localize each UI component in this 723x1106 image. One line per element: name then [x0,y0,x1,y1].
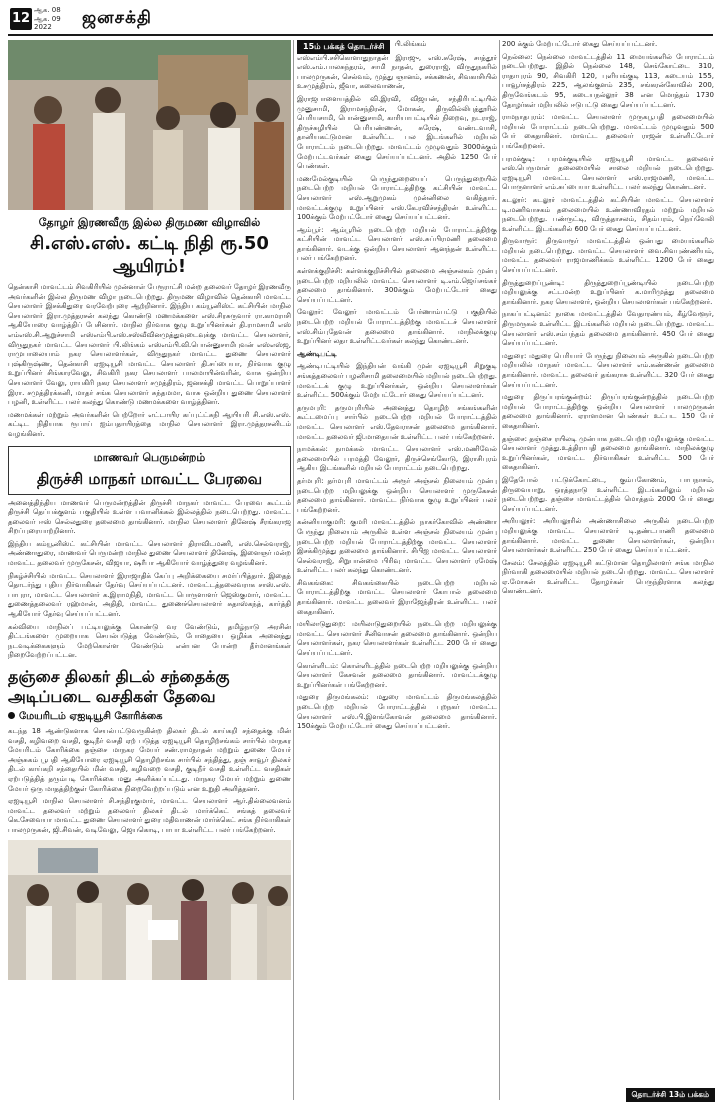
story-paragraph: நிகழ்ச்சியில் மாவட்ட செயலாளர் இராஜாதிக் கேப்பு அறிக்கையை சமர்ப்பித்தார். இதைத் தொடர்ந்து புதிய நிர்வாகிகள் தேர்வு செய்யப்பட்டனர். மாவட்டத்தலைவராக சாஸ்.எஸ். பாபுரா, மாவட்ட செயலாளர் க.இராமநிதி, மாவட்ட பொருளாளர் ஜெஸ்குமார், மாவட்ட துணைத்தலைவர் ரஹ்மான், அதிதி, மாவட்ட துணைச்செயலாளர் சுதாஸ்கந்த், கார்த்தி ஆகியோர் தேர்வு செய்யப்பட்டனர். [8,571,291,619]
headline: தஞ்சை திலகர் திடல் சந்தைக்கு அடிப்படை வசதிகள் தேவை [8,667,230,706]
story-paragraph: கடந்த 18 ஆண்டுகளாக செயல்பட்டுவருகின்ற திலகர் திடல் காய்கறி சந்தைக்கு மின் வசதி, கழிவறை வசதி, குடிநீர் வசதி ஏற் படுத்த ஏஐடியூசி தொழிற்சங்கம் சார்பில் மாநகர மேயரிடம் கோரிக்கை தஞ்சை மாநகர மேயர் சண்.ராமநாதன் மற்றும் துணை மேயர் அஞ்சுகம் பூபதி ஆகியோரை ஏஐடியூசி தொழிற்சங்க சார்பில் சந்தித்து, தஞ் சாவூர் திலகர் திடல் காய்கறி சந்தையில் மின் வசதி, கழிவறை வசதி, குடிநீர் வசதி உள்ளிட்ட வசதிகள் ஏற்படுத்தித் தரும்படி கோரிக்கை மனு அளிக்கப்பட்டது. மாநகர மேயர் மற்றும் துணை மேயர் ஒரு மாதத்திற்குள் கோரிக்கை நிறைவேற்றப்படும் என உறுதி அளித்தனர். [8,727,291,793]
caption-headline: சி.எஸ்.எஸ். கட்டி நிதி ரூ.50 ஆயிரம்! [30,233,269,277]
story-paragraph: கடலூர்: கடலூர் மாவட்டத்தில் கட்சியின் மாவட்ட செயலாளர் டி.மணிவாசகம் தலைமையில் உண்ணாவிரதம் மற்றும் மறியல் நடைபெற்றது. பண்ருட்டி, விருத்தாசலம், சிதம்பரம், நெய்வேலி உள்ளிட்ட இடங்களில் 600 பேர் கைது செய்யப்பட்டனர். [502,195,714,233]
wedding-photo [8,40,291,210]
column-right [502,40,714,1090]
continuation-tag: 15ம் பக்கத் தொடர்ச்சி [297,40,390,54]
page-number: 12 [10,8,32,30]
headline: திருச்சி மாநகர் மாவட்ட பேரவை [36,469,263,488]
story-paragraph: தஞ்சை: தஞ்சை ரயிலடி முன்பாக நடைபெற்ற மறியலுக்கு மாவட்ட செயலாளர் முத்து.உத்திராபதி தலைமை தாங்கினார். மாநிலக்குழு உறுப்பினர்கள், மாவட்ட நிர்வாகிகள் உள்ளிட்ட 500 பேர் கைதாகினர். [502,434,714,472]
story-paragraph: சிவகங்கை: சிவகங்கையில் நடைபெற்ற மறியல் போராட்டத்திற்கு மாவட்ட செயலாளர் கோபால் தலைமை தாங்கினார். மாவட்ட தலைவர் இராஜேந்திரன் உள்ளிட்ட பலர் கைதாகினர். [297,578,497,616]
story-paragraph: மதுரை திருமங்கலம்: மதுரை மாவட்டம் திருமங்கலத்தில் நடைபெற்ற மறியல் போராட்டத்தில் புறநகர் மாவட்ட செயலாளர் எஸ்.பி.இளங்கோவன் தலைமை தாங்கினார். 150க்கும் மேற்பட்டோர் கைது செய்யப்பட்டனர். [297,693,497,731]
story-paragraph: மணமேல்குடியில் பெருந்துறையைப் பெருந்துறையில் நடைபெற்ற மறியல் போராட்டத்திற்கு கட்சியின் மாவட்ட செயலாளர் எஸ்.ஆறுமுகம் முன்னிலை வகித்தார். மாவட்டக்குழு உறுப்பினர் எஸ்.கே.ரவிச்சந்திரன் உள்ளிட்ட 100க்கும் மேற்பட்டோர் கைது செய்யப்பட்டனர். [297,174,497,222]
section-label: ஆண்டிபட்டி [297,349,337,358]
masthead [0,0,723,36]
story-paragraph: பரமக்குடி: பரமக்குடியில் ஏஐடியூசி மாவட்ட தலைவர் எஸ்.பெருமாள் தலைமையில் சாலை மறியல் நடைபெற்றது. ஏஐடியூசி மாவட்ட செயலாளர் எஸ்.ராஜமணி, மாவட்ட பொருளாளர் எம்.சுப்பையா உள்ளிட்ட பலர் கலந்து கொண்டனர். [502,154,714,192]
story-paragraph: மயிலாடுதுறை: மயிலாடுதுறையில் நடைபெற்ற மறியலுக்கு மாவட்ட செயலாளர் சீனிவாசன் தலைமை தாங்கினார். ஒன்றிய செயலாளர்கள், நகர செயலாளர்கள் உள்ளிட்ட 200 பேர் கைது செய்யப்பட்டனர். [297,620,497,658]
story-paragraph: ஆண்டிபட்டியில் இந்தியன் வங்கி முன் ஏஐடியூசி சிறுகுடி சங்கத்தலைவர் பழனிசாமி தலைமையில் மறியல் நடைபெற்றது. மாவட்டக் குழு உறுப்பினர்கள், ஒன்றிய செயலாளர்கள் உள்ளிட்ட 500க்கும் மேற்பட்டோர் கைது செய்யப்பட்டனர். [297,362,497,400]
story-paragraph: கன்னியாகுமரி: குமரி மாவட்டத்தில் நாகர்கோவில் அண்ணா பேருந்து நிலையம் அருகில் உள்ள அஞ்சல் நிலையம் முன்பு நடைபெற்ற மறியல் போராட்டத்திற்கு மாவட்ட செயலாளர் இசக்கிமுத்து தலைமை தாங்கினார். சிபிஐ மாவட்ட செயலாளர் செல்வராஜ், சிறுபான்மை பிரிவு மாவட்ட செயலாளர் ரமேஷ் உள்ளிட்ட பலர் கலந்து கொண்டனர். [297,518,497,575]
story-paragraph: 200 க்கும் மேற்பட்டோர் கைது செய்யப்பட்டனர். [502,40,658,48]
story-paragraph: நாகப்பட்டினம்: நாகை மாவட்டத்தில் வேதாரண்யம், கீழ்வேளூர், திருமருகல் உள்ளிட்ட இடங்களில் மறியல் நடைபெற்றது. மாவட்ட செயலாளர் எஸ்.சம்பந்தம் தலைமை தாங்கினார். 450 பேர் கைது செய்யப்பட்டனர். [502,310,714,348]
story-paragraph: இதேபோல் பட்டுக்கோட்டை, கும்பகோணம், பாபநாசம், திருவையாறு, ஒரத்தநாடு உள்ளிட்ட இடங்களிலும் மறியல் நடைபெற்றது. தஞ்சை மாவட்டத்தில் மொத்தம் 2000 பேர் கைது செய்யப்பட்டனர். [502,475,714,513]
issue-date [34,6,61,32]
story-paragraph: வேலூர்: வேலூர் மாவட்டம் பேர்ணாம்பட்டு பகுதியில் நடைபெற்ற மறியல் போராட்டத்திற்கு மாவட்டச் செயலாளர் எஸ்.சிம்புதேவன் தலைமை தாங்கினார். மாநிலக்குழு உறுப்பினர் லதா உள்ளிட்டவர்கள் கலந்து கொண்டனர். [297,308,497,346]
story-paragraph: நாமக்கல்: நாமக்கல் மாவட்ட செயலாளர் எஸ்.மணிவேல் தலைமையில் பரமத்தி வேலூர், திருச்செங்கோடு, இராசிபுரம் ஆகிய இடங்களில் மறியல் போராட்டம் நடைபெற்றது. [297,445,497,473]
story-headline-box [8,446,291,495]
paper-name: ஜனசக்தி [82,8,152,28]
column-left [8,40,291,1100]
date-line: ஆக. 08 [34,6,61,14]
story-paragraph: தென்காசி மாவட்டம் சிவகிரியில் முன்னாள் பேரூராட்சி மன்ற தலைவர் தோழர் இரணவீரு அவர்களின் இல்ல திருமண விழா நடைபெற்றது. திருமண விழாவில் தென்காசி மாவட்ட செயலாளர் இசக்கிதுரை வரவேற்புரை ஆற்றினார். இந்திய கம்யூனிஸ்ட் கட்சியின் மாநில செயலாளர் இரா.முத்தரசன் கலந்து கொண்டு மணமக்களை எஸ்.சிரசுருவார் ரா.காமராசி ஆகியோரை வாழ்த்திப் பேசினார். மாநில நிர்வாக குழு உறுப்பினர்கள் தி.ராமசாமி எஸ் எம்எஸ்.சி.ஆறுச்சாமி எஸ்எம்பி.எஸ்.சஸ்வீவினமுத்துவுடைவுக்கு மாவட்ட செயலாளர், விருதுநகர் மாவட்ட செயலாளர் பி.லிங்கம் எஸ்எம்பி.வி.பொன்னுசாமிபுவன் எஸ்எஸ்ஜ, ராமுபாலையாம் நகர செயலாளர்கள், விருதுநகர் மாவட்ட துணை செயலாளர் புஷ்கிருஷ்ண, தென்காசி ஏஐடியூசி மாவட்ட செயலாளர் தி.சப்பையா, நிர்வாக குழு உறுப்பினர் சிங்காரவேலு, சிவகிரி நகர செயலாளர் பாலமாயின்வரின், வாசு ஒன்றிய செயலாளர் வேலு, ராயகிரி நகர செயலாளர் சமுத்திரம், ஜனசக்தி மாவட்ட பொறுப்பாளர் இரா. சமுத்திரக்கனி, மாதர் சங்க செயலாளர் சுந்தமமா, வாசு ஒன்றிய துணை செயலாளர் பழனி, உள்ளிட்ட பலர் கலந்து கொண்டு மணமக்களை வாழ்த்தினர். [8,283,291,407]
story-paragraph: கொள்ளிடம்: கொள்ளிடத்தில் நடைபெற்ற மறியலுக்கு ஒன்றிய செயலாளர் கேசவன் தலைமை தாங்கினார். மாவட்டக்குழு உறுப்பினர்கள் பங்கேற்றனர். [297,661,497,689]
subheadline-text: மேயரிடம் ஏஐடியூசி கோரிக்கை [19,711,163,722]
bullet-icon [8,712,15,719]
masthead-rule [8,34,713,36]
date-line: 2022 [34,23,52,31]
story-paragraph: அரியலூர்: அரியலூரில் அண்ணாசிலை அருகில் நடைபெற்ற மறியலுக்கு மாவட்ட செயலாளர் டி.தண்டபாணி தலைமை தாங்கினார். மாவட்ட துணை செயலாளர்கள், ஒன்றிய செயலாளர்கள் உள்ளிட்ட 250 பேர் கைது செய்யப்பட்டனர். [502,517,714,555]
story-paragraph: மதுரை திருப்பரங்குன்றம்: திருப்பரங்குன்றத்தில் நடைபெற்ற மறியல் போராட்டத்திற்கு ஒன்றிய செயலாளர் பாலமுருகன் தலைமை தாங்கினார். ஏராளமான பெண்கள் உட்பட 150 பேர் கைதாகினர். [502,393,714,430]
story-paragraph: மணமக்கள் மற்றும் அவர்களின் பெற்றோர் எட்டாயிர கப்புட்ட்சுநி ஆயியரி சி.எஸ்.எஸ். கட்டிட நிதியாக ரூபாய் ஐம்பதாயிரத்தை மாநில செயலாளர் இரா.முத்தரசனிடம் வழங்கினர். [8,410,291,438]
story-paragraph: ராமநாதபுரம்: மாவட்ட செயலாளர் முருகபூபதி தலைமையில் மறியல் போராட்டம் நடைபெற்றது. மாவட்டம் முழுவதும் 500 பேர் கைதாகினர். மாவட்ட தலைவர் ராஜன் உள்ளிட்டோர் பங்கேற்றனர். [502,113,714,150]
column-middle [297,40,497,1090]
story-paragraph: அனைத்திந்திய மாணவர் பெருமன்றத்தின் திருச்சி மாநகர் மாவட்ட பேரவை கூட்டம் திருச்சி தெப்பக்குளம் பகுதியில் உள்ள பவானிக்கல் இல்லத்தில் நடைபெற்றது. மாவட்ட தலைவர் ஈஸ் செல்லதுரை தலைமை தாங்கினார். மாநில செயலாளர் தினேஷ் சீரங்கராஜ சிறப்புரையாற்றினார். [8,498,291,536]
column-divider [293,40,294,1100]
caption-small: தோழர் இரணவீரு இல்ல திருமண விழாவில் [38,216,261,229]
memorandum-photo [8,840,291,980]
column-divider [499,40,500,1100]
story-paragraph: திருத்துறைப்பூண்டி: திருத்துறைப்பூண்டியில் நடைபெற்ற மறியலுக்கு சட்டமன்ற உறுப்பினர் க.மாரிமுத்து தலைமை தாங்கினார். நகர செயலாளர், ஒன்றிய செயலாளர்கள் பங்கேற்றனர். [502,278,714,306]
continued-on-tag: தொடர்ச்சி 13ம் பக்கம் [626,1088,715,1102]
date-line: ஆக. 09 [34,14,61,23]
story-paragraph: இராஜபாளையத்தில் வி.இரவி, விஜயன், சந்திரிபட்டியில் முனுசாமி, இராமசந்திரன், மோகன், திருவில்லிபுத்தூரில் பெரியசாமி, பொன்னுசாமி, காரியாபட்டியில் நிறைவு, நடராஜ், திருச்சுழியில் பெரியண்ணன், சுரேஷ், வ‌ண்டவாசி, தானியகட்டுமான உள்ளிட்ட பல இடங்களில் மறியல் போராட்டம் நடைபெற்றது. மாவட்டம் முழுவதும் 3000க்கும் மேற்பட்டவர்கள் கைது செய்யப்பட்டனர். அதில் 1250 பேர் பெண்கள். [297,94,497,171]
story-paragraph: மதுரை: மதுரை பெரியார் பேருந்து நிலையம் அருகில் நடைபெற்ற மறியலில் மாநகர் மாவட்ட செயலாளர் எம்.கண்ணன் தலைமை தாங்கினார். மாவட்ட தலைவர் தங்கராசு உள்ளிட்ட 320 பேர் கைது செய்யப்பட்டனர். [502,351,714,389]
story-paragraph: ஆம்பூர்: ஆம்பூரில் நடைபெற்ற மறியல் போராட்டத்திற்கு கட்சியின் மாவட்ட செயலாளர் எஸ்.சுப்பிரமணி தலைமை தாங்கினார். வடக்கு ஒன்றிய செயலாளர் ஆனந்தன் உள்ளிட்ட பலர் பங்கேற்றனர். [297,225,497,263]
headline-kicker: மாணவர் பெருமன்றம் [93,450,206,464]
story-paragraph: சேலம்: சேலத்தில் ஏஐடியூசி கட்டுமான தொழிலாளர் சங்க மாநில நிர்வாகி தலைமையில் மறியல் நடைபெற்றது. மாவட்ட செயலாளர் ஏ.மோகன் உள்ளிட்ட தோழர்கள் பெருந்திரளாக கலந்து கொண்டனர். [502,558,714,596]
story-paragraph: கள்ளக்குறிச்சி: கள்ளக்குறிச்சியில் தலைமை அஞ்சலகம் முன்பு நடைபெற்ற மறியலில் மாவட்ட செயலாளர் டி.எம்.ஜெய்சங்கர் தலைமை தாங்கினார். 300க்கும் மேற்பட்டோர் கைது செய்யப்பட்டனர். [297,267,497,304]
story-paragraph: தர்மபுரி: தர்மபுரி மாவட்டம் அரூர் அஞ்சல் நிலையம் முன்பு நடைபெற்ற மறியலுக்கு ஒன்றிய செயலாளர் முருகேசன் தலைமை தாங்கினார். மாவட்ட நிர்வாக குழு உறுப்பினர் பலர் பங்கேற்றனர். [297,476,497,514]
story-paragraph: இந்திய கம்யூனிஸ்ட் கட்சியின் மாவட்ட செயலாளர் திராவிடமணி, எஸ்.செல்வராஜ், அண்ணாதுரை, மாணவர் பெருமன்ற மாநில துணை செயலாளர் தினேஷ், இளைஞர் மன்ற மாவட்ட தலைவர் முருகேசன், விஜயா, ஷரீபா ஆகியோர் வாழ்த்துரை வழங்கினர். [8,539,291,568]
story-paragraph: நெல்லை: நெல்லை மாவட்டத்தில் 11 மையங்களில் போராட்டம் நடைபெற்றது. இதில் நெல்லை 148, செங்கோட்டை 310, ராதாபுரம் 90, சிவகிரி 120, புளியங்குடி 113, கடையம் 155, பாவூர்சத்திரம் 225, ஆலங்குளம் 235, சங்கரன்கோவில் 200, திருவேங்கடம் 95, கடையநல்லூர் 38 என மொத்தம் 1730 தோழர்கள் மறியலில் ஈடுபட்டு கைது செய்யப்பட்டனர். [502,52,714,109]
subheadline [8,711,291,723]
story-paragraph [297,40,497,92]
story-paragraph: ஏஐடியூசி மாநில செயலாளர் சி.சந்திரகுமார், மாவட்ட செயலாளர் ஆர்.தில்லைவனம் மாவட்ட தலைவர் மற்றும் தலைவர் திலகர் திடல் மார்க்கெட் சங்கத் தலைவர் கெ.சேவையா மாவட்ட துணை செயலாளர் துரை மதிவாணன் மார்க்கெட் சங்க நிர்வாகிகள் பாலமுருகன், ஜி.சிவன், வடிவேலு, ஜெயகொடி, பாபா உள்ளிட்ட பலர் பங்கேற்றனர். [8,797,291,834]
story-paragraph: தருமபுரி: தருமபுரியில் அனைத்து தொழிற் சங்கங்களின் கூட்டமைப்பு சார்பில் நடைபெற்ற மறியல் போராட்டத்தில் மாவட்ட செயலாளர் எஸ்.தேவராசன் தலைமை தாங்கினார். மாவட்ட தலைவர் ஜி.மாதையன் உள்ளிட்ட பலர் பங்கேற்றனர். [297,403,497,441]
paragraph-text: பி.லிங்கம் எஸ்எம்பி.சசிகொளாதுநாதன் இராஜு, எஸ்.சுரேஷ், சாத்தூர் எஸ்.எம்.பாலசுந்தரம், சாமி நாதன், துரைராஜ், விருதுநகரில் பாலமுருகன், செல்வம், முத்து ஞானம், சக்கணன், சிவகாசியில் உசமுத்திரம், ஜீவா, கலைவாணன், [297,40,497,91]
story-paragraph: கல்வியை மாநிலப் பட்டியலுக்கு கொண்டு வர வேண்டும், தமிழ்நாடு அரசின் திட்டங்களை முறையாக செயல்படுத்த வேண்டும், போதையை ஒழிக்க அனைத்து நடவடிக்கைகளும் மேற்கொள்ள வேண்டும் என்பன போன்ற தீர்மானங்கள் நிறைவேற்றப்பட்டன. [8,622,291,660]
story-paragraph: திருவாரூர்: திருவாரூர் மாவட்டத்தில் ஒன்பது மையங்களில் மறியல் நடைபெற்றது. மாவட்ட செயலாளர் வை.சிவபுண்ணியம், மாவட்ட தலைவர் ராஜமாணிக்கம் உள்ளிட்ட 1200 பேர் கைது செய்யப்பட்டனர். [502,237,714,275]
